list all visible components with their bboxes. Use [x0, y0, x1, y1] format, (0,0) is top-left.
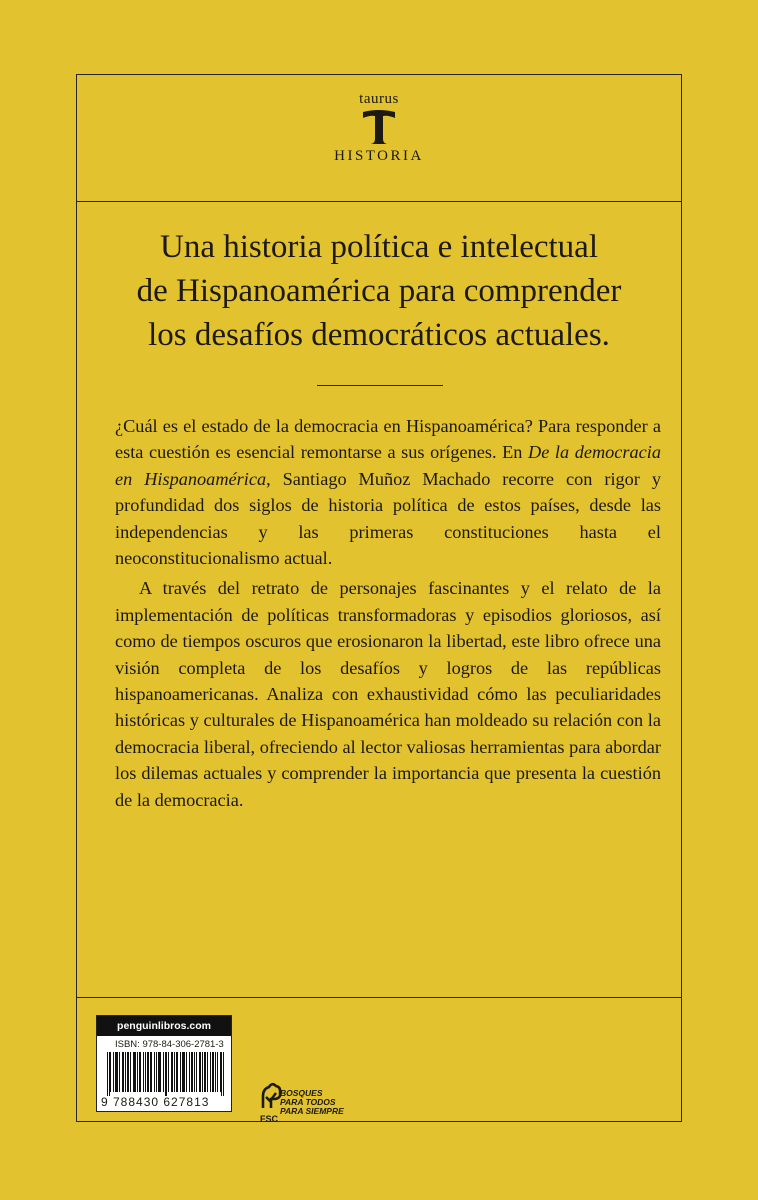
p1-text-before: ¿Cuál es el estado de la democracia en Hispanoamérica? Para responder a esta cuestión es esencial remontarse a sus orígenes. En — [115, 416, 661, 463]
fsc-slogan — [280, 1089, 344, 1116]
barcode-bar — [159, 1052, 160, 1092]
barcode-bar — [220, 1052, 221, 1092]
barcode-bar — [186, 1052, 187, 1092]
headline — [77, 225, 681, 357]
barcode-bar — [200, 1052, 201, 1092]
book-title: De la democracia en Hispanoamérica — [115, 442, 661, 489]
barcode-bar — [194, 1052, 195, 1092]
cover-frame — [76, 74, 682, 1122]
barcode-bar — [172, 1052, 173, 1092]
headline-line: de Hispanoamérica para comprender — [136, 273, 622, 309]
barcode-bar — [134, 1052, 135, 1092]
barcode-bar — [158, 1052, 159, 1092]
barcode-bar — [213, 1052, 214, 1092]
barcode-bar — [148, 1052, 149, 1092]
barcode-bar — [119, 1052, 120, 1092]
barcode-bar — [135, 1052, 136, 1092]
barcode-bar — [156, 1052, 157, 1092]
barcode-bar — [204, 1052, 205, 1092]
top-divider — [77, 201, 681, 202]
barcode-bar — [171, 1052, 172, 1092]
barcode-bar — [145, 1052, 146, 1092]
synopsis — [115, 413, 661, 813]
publisher-logo — [77, 91, 681, 165]
barcode-bar — [217, 1052, 218, 1092]
barcode-bar — [150, 1052, 151, 1092]
barcode-bar — [115, 1052, 116, 1092]
barcode-bar — [147, 1052, 148, 1092]
slogan-line: BOSQUES — [280, 1088, 323, 1098]
barcode-bar — [130, 1052, 131, 1092]
barcode-bar — [163, 1052, 164, 1092]
barcode-bar — [191, 1052, 192, 1092]
barcode-bar — [137, 1052, 138, 1092]
barcode-bar — [125, 1052, 126, 1092]
p1-text-after: , Santiago Muñoz Machado recorre con rigor y profundidad dos siglos de historia política de estos países, desde las independencias y las primeras constituciones hasta el neoconstitucionalismo actual. — [115, 468, 661, 569]
barcode-bar — [139, 1052, 140, 1092]
barcode-bar — [174, 1052, 175, 1092]
barcode-bar — [221, 1052, 222, 1096]
barcode-bar — [210, 1052, 211, 1092]
barcode-bar — [165, 1052, 166, 1096]
barcode-bar — [140, 1052, 141, 1092]
barcode-bar — [184, 1052, 185, 1092]
barcode-bar — [205, 1052, 206, 1092]
barcode-bar — [182, 1052, 183, 1092]
barcode-label — [96, 1015, 232, 1112]
barcode-bar — [189, 1052, 190, 1092]
barcode-graphic — [105, 1052, 225, 1096]
barcode-bar — [196, 1052, 197, 1092]
barcode-bar — [107, 1052, 108, 1096]
barcode-bar — [117, 1052, 118, 1092]
collection-name: HISTORIA — [334, 148, 424, 164]
bottom-divider — [77, 997, 681, 998]
barcode-bar — [207, 1052, 208, 1092]
barcode-bar — [223, 1052, 224, 1096]
barcode-bar — [127, 1052, 128, 1092]
barcode-bar — [202, 1052, 203, 1092]
barcode-bar — [110, 1052, 111, 1092]
barcode-bar — [151, 1052, 152, 1092]
barcode-bar — [176, 1052, 177, 1092]
brand-name: taurus — [359, 91, 399, 107]
barcode-bar — [177, 1052, 178, 1092]
barcode-bar — [116, 1052, 117, 1092]
headline-line: Una historia política e intelectual — [159, 229, 598, 265]
barcode-bar — [128, 1052, 129, 1092]
barcode-bar — [199, 1052, 200, 1092]
barcode-bar — [133, 1052, 134, 1092]
barcode-bar — [183, 1052, 184, 1092]
tree-check-icon — [260, 1080, 282, 1114]
taurus-t-icon — [362, 109, 396, 145]
slogan-line: PARA TODOS — [280, 1097, 336, 1107]
barcode-bar — [215, 1052, 216, 1092]
barcode-bar — [143, 1052, 144, 1092]
barcode-bar — [160, 1052, 161, 1092]
short-rule — [317, 385, 443, 386]
barcode-bar — [122, 1052, 123, 1092]
fsc-logo — [260, 1080, 380, 1124]
barcode-bar — [113, 1052, 114, 1092]
barcode-bar — [109, 1052, 110, 1096]
barcode-bar — [192, 1052, 193, 1092]
barcode-bar — [180, 1052, 181, 1092]
isbn-text: ISBN: 978-84-306-2781-3 — [115, 1039, 224, 1050]
barcode-bar — [166, 1052, 167, 1096]
fsc-label: FSC — [260, 1114, 278, 1124]
barcode-digits: 9 788430 627813 — [101, 1095, 210, 1109]
barcode-bar — [168, 1052, 169, 1092]
slogan-line: PARA SIEMPRE — [280, 1106, 344, 1116]
synopsis-paragraph-2: A través del retrato de personajes fascinantes y el relato de la implementación de políticas transformadoras y episodios gloriosos, así como de tiempos oscuros que erosionaron la libertad, este libro ofrece una visión completa de los desafíos y logros de las repúblicas hispanoamericanas. Analiza con exhaustividad cómo las peculiaridades históricas y culturales de Hispanoamérica han moldeado su relación con la democracia liberal, ofreciendo al lector valiosas herramientas para abordar los dilemas actuales y comprender la importancia que presenta la cuestión de la democracia. — [115, 578, 661, 810]
barcode-bar — [212, 1052, 213, 1092]
headline-line: los desafíos democráticos actuales. — [148, 317, 610, 353]
barcode-bar — [154, 1052, 155, 1092]
website-label: penguinlibros.com — [97, 1016, 231, 1036]
synopsis-paragraph-1 — [115, 413, 661, 571]
barcode-bar — [123, 1052, 124, 1092]
